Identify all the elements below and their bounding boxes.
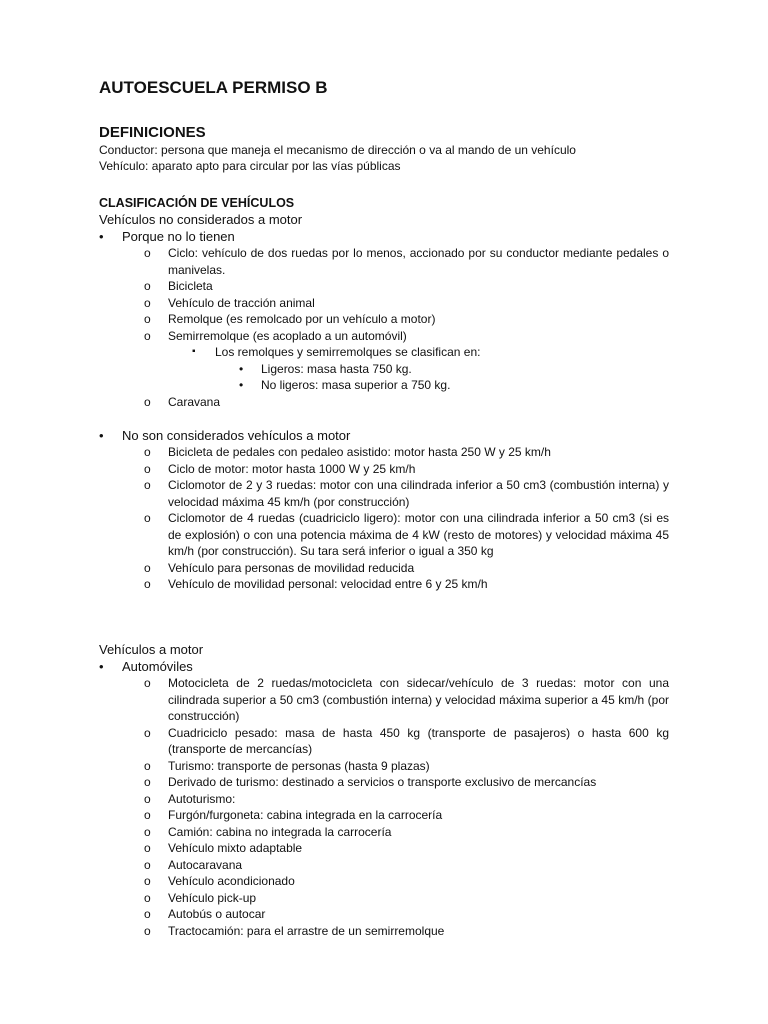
list-item: o Camión: cabina no integrada la carrocería xyxy=(168,824,669,841)
list-item: o Autoturismo: xyxy=(168,791,669,808)
list-item: o Cuadriciclo pesado: masa de hasta 450 kg (transporte de pasajeros) o hasta 600 kg (transporte de mercancías) xyxy=(168,725,669,758)
list-item: o Ciclomotor de 2 y 3 ruedas: motor con una cilindrada inferior a 50 cm3 (combustión interna) y velocidad máxima 45 km/h (por construcción) xyxy=(168,477,669,510)
list-item: o Vehículo mixto adaptable xyxy=(168,840,669,857)
list-item: o Vehículo para personas de movilidad reducida xyxy=(168,560,669,577)
classification-heading: CLASIFICACIÓN DE VEHÍCULOS xyxy=(99,196,295,210)
motor-section xyxy=(99,641,669,939)
list-item: o Motocicleta de 2 ruedas/motocicleta con sidecar/vehículo de 3 ruedas: motor con una cilindrada superior a 50 cm3 (combustión interna) y velocidad máxima superior a 45 km/h (por construcción) xyxy=(168,675,669,725)
classification-section xyxy=(99,195,669,593)
definition-line: Vehículo: aparato apto para circular por las vías públicas xyxy=(99,159,401,173)
list-item: • Porque no lo tienen xyxy=(99,228,669,245)
non-motor-label: Vehículos no considerados a motor xyxy=(99,212,303,227)
motor-label: Vehículos a motor xyxy=(99,642,204,657)
list-item: o Remolque (es remolcado por un vehículo a motor) xyxy=(168,311,669,328)
list-item: o Furgón/furgoneta: cabina integrada en la carrocería xyxy=(168,807,669,824)
list-item: o Turismo: transporte de personas (hasta 9 plazas) xyxy=(168,758,669,775)
definition-line: Conductor: persona que maneja el mecanismo de dirección o va al mando de un vehículo xyxy=(99,143,576,157)
page-title: AUTOESCUELA PERMISO B xyxy=(99,78,328,97)
list-item: o Semirremolque (es acoplado a un automóvil) xyxy=(168,328,669,345)
list-item: • No son considerados vehículos a motor xyxy=(99,427,669,444)
list-item: o Bicicleta de pedales con pedaleo asistido: motor hasta 250 W y 25 km/h xyxy=(168,444,669,461)
list-item: o Autocaravana xyxy=(168,857,669,874)
list-item: o Vehículo de tracción animal xyxy=(168,295,669,312)
list-item: o Tractocamión: para el arrastre de un semirremolque xyxy=(168,923,669,940)
list-item: • Automóviles xyxy=(99,658,669,675)
list-item: o Derivado de turismo: destinado a servicios o transporte exclusivo de mercancías xyxy=(168,774,669,791)
list-item: o Caravana xyxy=(168,394,669,411)
list-item: o Vehículo pick-up xyxy=(168,890,669,907)
definitions-heading: DEFINICIONES xyxy=(99,124,206,141)
list-item: o Ciclomotor de 4 ruedas (cuadriciclo ligero): motor con una cilindrada inferior a 50 cm3 (si es de explosión) o con una potencia máxima de 4 kW (resto de motores) y velocidad máxima 45 km/h (por construcción). Su tara será inferior o igual a 350 kg xyxy=(168,510,669,560)
list-item: • Ligeros: masa hasta 750 kg. xyxy=(261,361,669,378)
list-item: o Bicicleta xyxy=(168,278,669,295)
list-item: o Ciclo de motor: motor hasta 1000 W y 25 km/h xyxy=(168,461,669,478)
list-item: o Vehículo acondicionado xyxy=(168,873,669,890)
list-item: • No ligeros: masa superior a 750 kg. xyxy=(261,377,669,394)
list-item: o Vehículo de movilidad personal: velocidad entre 6 y 25 km/h xyxy=(168,576,669,593)
list-item: o Autobús o autocar xyxy=(168,906,669,923)
definitions-section xyxy=(99,124,669,174)
list-item: o Ciclo: vehículo de dos ruedas por lo menos, accionado por su conductor mediante pedales o manivelas. xyxy=(168,245,669,278)
list-item: ▪ Los remolques y semirremolques se clasifican en: xyxy=(215,344,669,361)
